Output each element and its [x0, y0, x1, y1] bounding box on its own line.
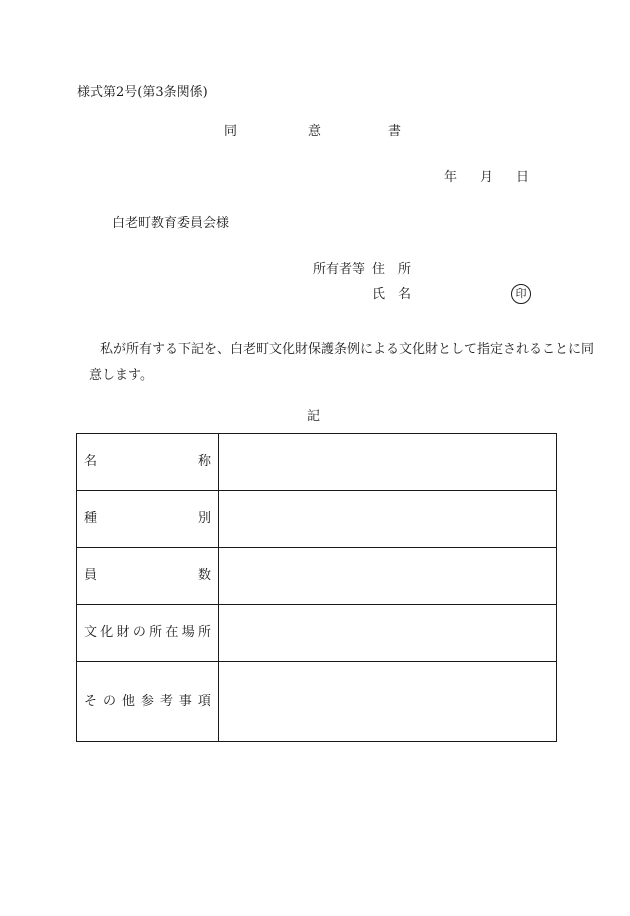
table-row	[77, 434, 557, 491]
name-label: 氏 名	[372, 287, 412, 302]
label-text: 種	[84, 511, 98, 526]
label-cell	[77, 434, 219, 491]
label-text: そ の 他 参 考 事 項	[84, 693, 211, 709]
label-text: 名	[84, 454, 98, 469]
location-value-field[interactable]	[219, 605, 557, 662]
date-month: 月	[480, 170, 494, 185]
title-char: 意	[308, 124, 322, 139]
label-cell	[77, 662, 219, 742]
seal-mark: 印	[511, 284, 531, 304]
label-cell	[77, 491, 219, 548]
count-value-field[interactable]	[219, 548, 557, 605]
label-cell	[77, 605, 219, 662]
addressee: 白老町教育委員会様	[112, 216, 230, 231]
table-row	[77, 548, 557, 605]
ki-heading: 記	[307, 409, 321, 424]
title-char: 同	[224, 124, 238, 139]
label-text: 称	[197, 454, 211, 469]
table-row	[77, 605, 557, 662]
date-day: 日	[516, 170, 530, 185]
date-year: 年	[444, 170, 458, 185]
other-notes-value-field[interactable]	[219, 662, 557, 742]
label-cell	[77, 548, 219, 605]
label-text: 数	[197, 568, 211, 583]
owner-group-label: 所有者等	[313, 262, 366, 277]
body-text-line2: 意します。	[89, 368, 153, 383]
form-number: 様式第2号(第3条関係)	[77, 85, 208, 100]
body-text-line1: 私が所有する下記を、白老町文化財保護条例による文化財として指定されることに同	[100, 342, 595, 357]
title-char: 書	[388, 124, 402, 139]
details-table	[76, 433, 557, 742]
label-text: 文 化 財 の 所 在 場 所	[84, 625, 211, 640]
label-text: 別	[197, 511, 211, 526]
table-row	[77, 491, 557, 548]
type-value-field[interactable]	[219, 491, 557, 548]
name-value-field[interactable]	[219, 434, 557, 491]
address-label: 住 所	[372, 262, 412, 277]
label-text: 員	[84, 568, 98, 583]
table-row	[77, 662, 557, 742]
